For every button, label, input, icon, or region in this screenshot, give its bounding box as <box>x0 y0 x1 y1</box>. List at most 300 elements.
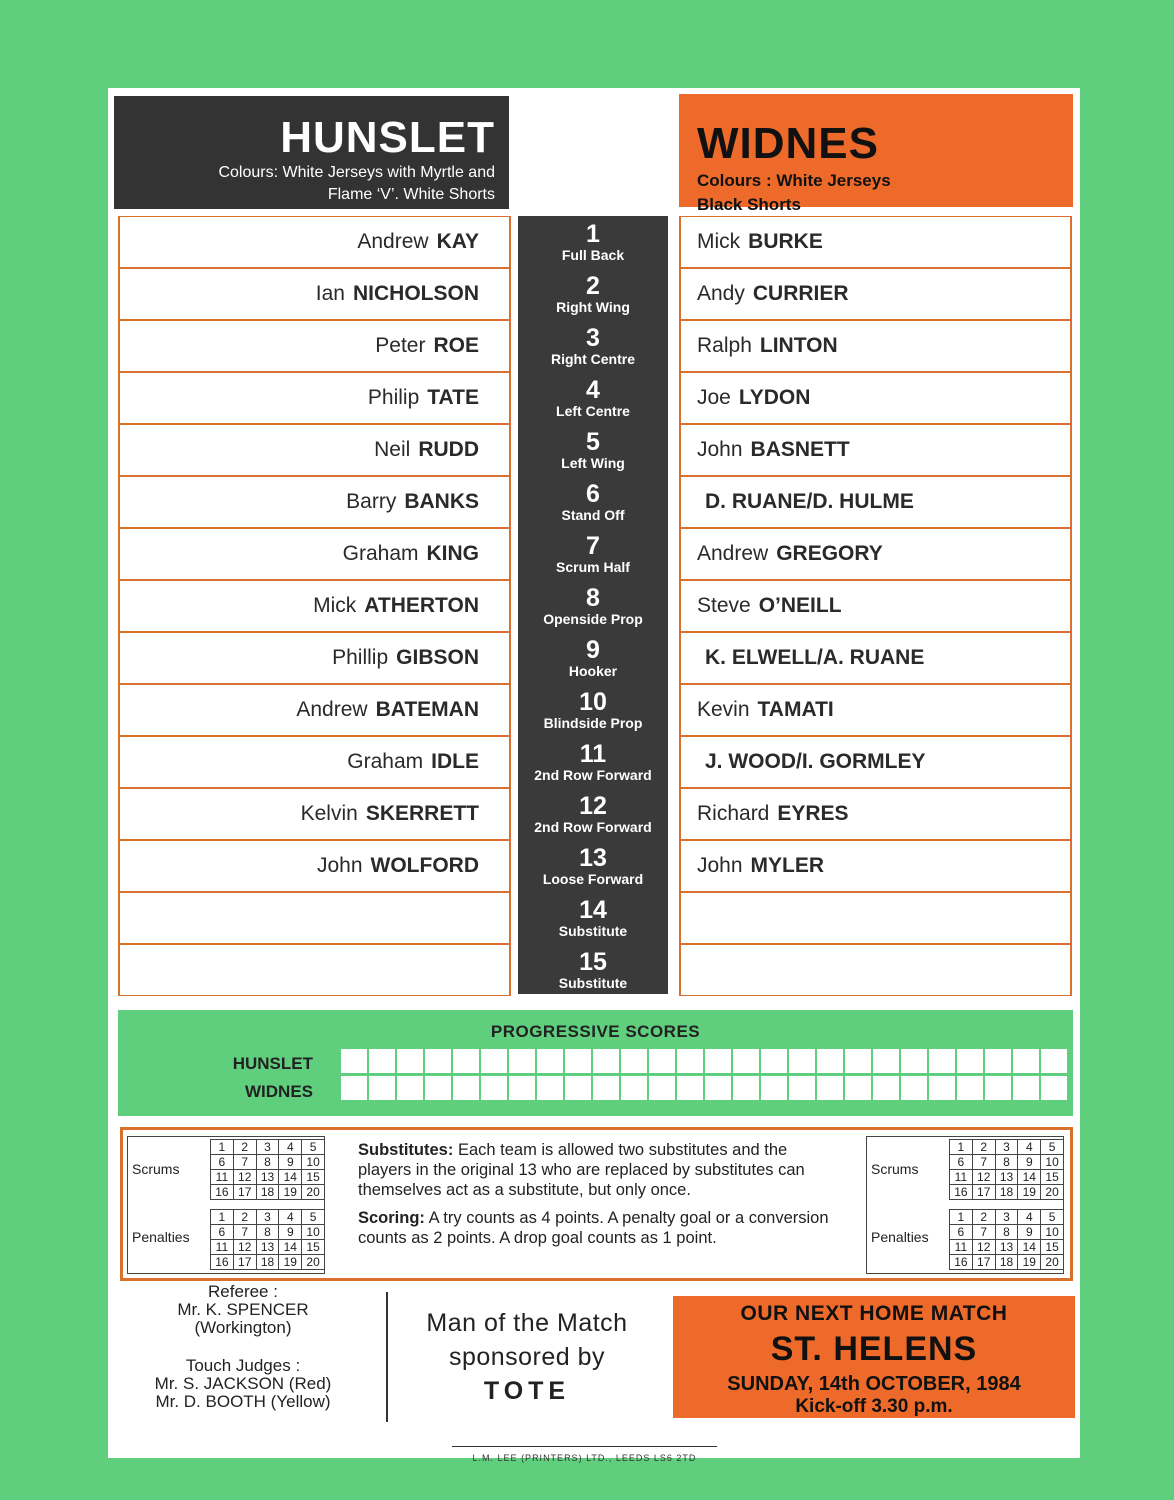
tally-cell: 6 <box>950 1155 973 1170</box>
tally-cell: 1 <box>950 1140 973 1155</box>
tally-cell: 7 <box>972 1225 995 1240</box>
tally-cell: 3 <box>995 1210 1018 1225</box>
player-first-name: Steve <box>697 594 751 617</box>
progressive-away-label: WIDNES <box>245 1082 313 1101</box>
score-cell <box>984 1075 1012 1101</box>
position-label: Right Wing <box>556 299 630 315</box>
player-first-name: Phillip <box>332 646 389 669</box>
player-last-name: NICHOLSON <box>353 282 479 305</box>
home-player-row <box>118 580 511 632</box>
tally-cell: 15 <box>302 1170 325 1185</box>
referee-label: Referee : <box>208 1282 278 1301</box>
home-player-row <box>118 892 511 944</box>
home-colours-2: Flame ‘V’. White Shorts <box>327 186 495 203</box>
player-last-name: BURKE <box>748 230 823 253</box>
player-last-name: BASNETT <box>750 438 850 461</box>
tally-cell: 14 <box>279 1170 302 1185</box>
score-cell <box>480 1048 508 1074</box>
position-number: 8 <box>586 584 600 612</box>
next-match-kickoff: Kick-off 3.30 p.m. <box>795 1396 953 1417</box>
tally-cell: 14 <box>1018 1240 1041 1255</box>
player-first-name: Barry <box>346 490 397 513</box>
score-cell <box>1012 1048 1040 1074</box>
tally-cell: 7 <box>233 1225 256 1240</box>
home-tally-box <box>127 1136 325 1274</box>
progressive-scores <box>118 1010 1073 1116</box>
tally-cell: 19 <box>1018 1255 1041 1270</box>
away-player-row <box>679 528 1072 580</box>
player-last-name: GIBSON <box>396 646 479 669</box>
tally-cell: 16 <box>211 1255 234 1270</box>
man-of-the-match <box>392 1306 662 1408</box>
score-cell <box>424 1048 452 1074</box>
position-label: Loose Forward <box>542 871 644 887</box>
score-cell <box>788 1075 816 1101</box>
player-first-name: Kevin <box>697 698 750 721</box>
player-last-name: CURRIER <box>752 282 849 305</box>
score-cell <box>872 1048 900 1074</box>
tally-cell: 12 <box>972 1170 995 1185</box>
tally-cell: 13 <box>995 1240 1018 1255</box>
tally-cell: 12 <box>233 1170 256 1185</box>
home-player-row <box>118 216 511 268</box>
tally-cell: 19 <box>279 1255 302 1270</box>
position-number: 6 <box>586 480 600 508</box>
player-first-name: Andrew <box>296 698 368 721</box>
player-last-name: GREGORY <box>776 542 883 565</box>
tally-cell: 17 <box>972 1255 995 1270</box>
player-first-name: Philip <box>367 386 420 409</box>
scrums-label: Scrums <box>132 1161 180 1177</box>
tally-cell: 20 <box>302 1185 325 1200</box>
progressive-away-grid <box>340 1075 1068 1101</box>
position-label: Substitute <box>558 923 628 939</box>
position-10 <box>518 684 668 736</box>
score-cell <box>704 1048 732 1074</box>
position-label: 2nd Row Forward <box>534 819 652 835</box>
away-tally-box <box>866 1136 1064 1274</box>
tally-cell: 15 <box>302 1240 325 1255</box>
score-cell <box>928 1075 956 1101</box>
score-cell <box>676 1075 704 1101</box>
position-label: Left Centre <box>556 403 630 419</box>
score-cell <box>592 1075 620 1101</box>
tally-cell: 18 <box>256 1255 279 1270</box>
subs-heading: Substitutes: <box>358 1141 454 1159</box>
away-team-name: WIDNES <box>697 119 879 168</box>
score-cell <box>508 1075 536 1101</box>
score-cell <box>956 1048 984 1074</box>
position-12 <box>518 788 668 840</box>
score-cell <box>396 1075 424 1101</box>
motm-line2: sponsored by <box>448 1343 606 1371</box>
tally-cell: 11 <box>950 1240 973 1255</box>
tally-cell: 4 <box>1018 1140 1041 1155</box>
tally-cell: 9 <box>1018 1225 1041 1240</box>
tally-cell: 10 <box>302 1155 325 1170</box>
player-last-name: ROE <box>433 334 479 357</box>
position-9 <box>518 632 668 684</box>
home-player-row <box>118 424 511 476</box>
position-7 <box>518 528 668 580</box>
position-number: 2 <box>586 272 600 300</box>
tally-cell: 5 <box>302 1140 325 1155</box>
away-colours-1: Colours : White Jerseys <box>697 171 891 190</box>
position-number: 10 <box>579 688 607 716</box>
away-player-row <box>679 372 1072 424</box>
home-player-row <box>118 684 511 736</box>
position-2 <box>518 268 668 320</box>
home-player-row <box>118 840 511 892</box>
position-number: 14 <box>579 896 607 924</box>
tally-cell: 3 <box>256 1140 279 1155</box>
tally-cell: 17 <box>972 1185 995 1200</box>
player-last-name: TAMATI <box>757 698 834 721</box>
tally-cell: 17 <box>233 1185 256 1200</box>
home-colours-1: Colours: White Jerseys with Myrtle and <box>218 164 495 181</box>
score-cell <box>592 1048 620 1074</box>
tally-cell: 11 <box>211 1240 234 1255</box>
touch-judges-label: Touch Judges : <box>185 1356 301 1375</box>
position-13 <box>518 840 668 892</box>
tally-cell: 4 <box>1018 1210 1041 1225</box>
rules-panel <box>120 1127 1073 1281</box>
tally-cell: 1 <box>950 1210 973 1225</box>
scrums-label: Scrums <box>871 1161 919 1177</box>
positions-column <box>518 216 668 994</box>
tally-cell: 6 <box>211 1155 234 1170</box>
progressive-title: PROGRESSIVE SCORES <box>490 1022 701 1041</box>
position-3 <box>518 320 668 372</box>
position-label: Full Back <box>561 247 625 263</box>
position-label: Blindside Prop <box>543 715 643 731</box>
player-first-name: Andrew <box>697 542 769 565</box>
position-number: 9 <box>586 636 600 664</box>
tally-cell: 2 <box>972 1210 995 1225</box>
tally-cell: 12 <box>233 1240 256 1255</box>
tally-cell: 5 <box>1041 1140 1064 1155</box>
scrums-tally <box>949 1139 1064 1200</box>
player-first-name: Peter <box>375 334 426 357</box>
score-cell <box>620 1048 648 1074</box>
score-cell <box>536 1048 564 1074</box>
player-first-name: Graham <box>347 750 424 773</box>
away-player-row <box>679 788 1072 840</box>
tally-cell: 11 <box>950 1170 973 1185</box>
score-cell <box>816 1075 844 1101</box>
next-match-heading: OUR NEXT HOME MATCH <box>740 1302 1008 1325</box>
score-cell <box>760 1048 788 1074</box>
home-roster <box>118 216 511 996</box>
score-cell <box>1012 1075 1040 1101</box>
tally-cell: 9 <box>279 1155 302 1170</box>
home-team-header <box>114 96 509 209</box>
score-cell <box>368 1075 396 1101</box>
home-player-row <box>118 528 511 580</box>
tally-cell: 3 <box>995 1140 1018 1155</box>
away-player-row <box>679 580 1072 632</box>
score-cell <box>984 1048 1012 1074</box>
player-last-name: LYDON <box>738 386 811 409</box>
player-first-name: Graham <box>342 542 419 565</box>
away-player-row <box>679 476 1072 528</box>
scoring-heading: Scoring: <box>358 1209 425 1227</box>
position-number: 11 <box>579 740 607 768</box>
player-first-name: Ian <box>315 282 345 305</box>
score-cell <box>648 1048 676 1074</box>
score-cell <box>452 1075 480 1101</box>
away-player-row <box>679 736 1072 788</box>
player-last-name: KAY <box>436 230 479 253</box>
motm-sponsor: TOTE <box>483 1377 571 1405</box>
away-player-row <box>679 684 1072 736</box>
tally-cell: 16 <box>211 1185 234 1200</box>
tally-cell: 10 <box>302 1225 325 1240</box>
progressive-home-grid <box>340 1048 1068 1074</box>
referee-name: Mr. K. SPENCER <box>177 1300 309 1319</box>
position-number: 15 <box>579 948 607 976</box>
position-11 <box>518 736 668 788</box>
tally-cell: 10 <box>1041 1225 1064 1240</box>
tally-cell: 8 <box>995 1155 1018 1170</box>
away-team-header <box>679 94 1073 214</box>
score-cell <box>732 1048 760 1074</box>
score-cell <box>732 1075 760 1101</box>
score-cell <box>788 1048 816 1074</box>
player-last-name: WOLFORD <box>370 854 479 877</box>
printer-credit: L.M. LEE (PRINTERS) LTD., LEEDS LS6 2TD <box>452 1446 717 1463</box>
score-cell <box>396 1048 424 1074</box>
tally-cell: 20 <box>1041 1255 1064 1270</box>
position-number: 4 <box>586 376 600 404</box>
subs-text: Each team is allowed two substitutes and the players in the original 13 who are replaced by substitutes can themselves act as a substitute, but only once. <box>358 1141 805 1199</box>
score-cell <box>368 1048 396 1074</box>
score-cell <box>452 1048 480 1074</box>
home-player-row <box>118 268 511 320</box>
player-first-name: Neil <box>374 438 411 461</box>
position-15 <box>518 944 668 996</box>
next-home-match <box>673 1296 1075 1418</box>
tally-cell: 10 <box>1041 1155 1064 1170</box>
next-match-opponent: ST. HELENS <box>770 1330 978 1368</box>
position-14 <box>518 892 668 944</box>
penalties-label: Penalties <box>132 1229 190 1245</box>
score-cell <box>508 1048 536 1074</box>
player-first-name: Andy <box>697 282 745 305</box>
tally-cell: 16 <box>950 1255 973 1270</box>
away-player-row <box>679 840 1072 892</box>
tally-cell: 7 <box>972 1155 995 1170</box>
position-4 <box>518 372 668 424</box>
home-player-row <box>118 944 511 996</box>
touch-judge-1: Mr. S. JACKSON (Red) <box>154 1374 332 1393</box>
tally-cell: 14 <box>1018 1170 1041 1185</box>
score-cell <box>424 1075 452 1101</box>
tally-cell: 8 <box>995 1225 1018 1240</box>
player-first-name: Kelvin <box>300 802 358 825</box>
player-first-name: Richard <box>697 802 770 825</box>
tally-cell: 5 <box>302 1210 325 1225</box>
player-first-name: Mick <box>697 230 741 253</box>
next-match-date: SUNDAY, 14th OCTOBER, 1984 <box>727 1373 1021 1395</box>
away-player-row <box>679 268 1072 320</box>
score-cell <box>872 1075 900 1101</box>
tally-cell: 18 <box>995 1185 1018 1200</box>
player-last-name: IDLE <box>431 750 479 773</box>
score-cell <box>760 1075 788 1101</box>
player-first-name: Ralph <box>697 334 752 357</box>
penalties-label: Penalties <box>871 1229 929 1245</box>
home-player-row <box>118 320 511 372</box>
tally-cell: 3 <box>256 1210 279 1225</box>
player-last-name: EYRES <box>777 802 849 825</box>
score-cell <box>648 1075 676 1101</box>
score-cell <box>536 1075 564 1101</box>
tally-cell: 14 <box>279 1240 302 1255</box>
tally-cell: 20 <box>1041 1185 1064 1200</box>
position-number: 5 <box>586 428 600 456</box>
tally-cell: 17 <box>233 1255 256 1270</box>
rules-text <box>358 1140 838 1256</box>
player-first-name: John <box>697 854 743 877</box>
tally-cell: 2 <box>233 1210 256 1225</box>
score-cell <box>620 1075 648 1101</box>
away-player-row <box>679 320 1072 372</box>
player-last-name: K. ELWELL/A. RUANE <box>705 646 925 669</box>
player-first-name: John <box>697 438 743 461</box>
player-first-name: Mick <box>313 594 357 617</box>
position-label: Right Centre <box>551 351 635 367</box>
tally-cell: 15 <box>1041 1240 1064 1255</box>
score-cell <box>844 1048 872 1074</box>
home-player-row <box>118 372 511 424</box>
match-officials <box>118 1283 368 1411</box>
home-team-name: HUNSLET <box>280 113 495 162</box>
score-cell <box>928 1048 956 1074</box>
away-player-row <box>679 216 1072 268</box>
tally-cell: 8 <box>256 1225 279 1240</box>
away-player-row <box>679 944 1072 996</box>
score-cell <box>1040 1048 1068 1074</box>
tally-cell: 9 <box>1018 1155 1041 1170</box>
tally-cell: 7 <box>233 1155 256 1170</box>
player-last-name: BANKS <box>404 490 479 513</box>
position-label: Hooker <box>568 663 618 679</box>
score-cell <box>844 1075 872 1101</box>
position-label: Stand Off <box>561 507 625 523</box>
player-last-name: D. RUANE/D. HULME <box>705 490 914 513</box>
scrums-tally <box>210 1139 325 1200</box>
position-number: 1 <box>586 220 600 248</box>
tally-cell: 18 <box>256 1185 279 1200</box>
position-number: 3 <box>586 324 600 352</box>
player-last-name: RUDD <box>418 438 479 461</box>
away-player-row <box>679 632 1072 684</box>
tally-cell: 1 <box>211 1210 234 1225</box>
penalties-tally <box>949 1209 1064 1270</box>
tally-cell: 13 <box>256 1240 279 1255</box>
progressive-home-label: HUNSLET <box>232 1054 313 1073</box>
position-number: 12 <box>579 792 607 820</box>
referee-town: (Workington) <box>194 1318 292 1337</box>
score-cell <box>1040 1075 1068 1101</box>
position-1 <box>518 216 668 268</box>
position-label: Scrum Half <box>556 559 630 575</box>
position-number: 13 <box>579 844 607 872</box>
tally-cell: 13 <box>995 1170 1018 1185</box>
player-last-name: BATEMAN <box>375 698 479 721</box>
away-player-row <box>679 892 1072 944</box>
player-last-name: MYLER <box>750 854 825 877</box>
player-last-name: SKERRETT <box>365 802 479 825</box>
tally-cell: 20 <box>302 1255 325 1270</box>
tally-cell: 6 <box>950 1225 973 1240</box>
divider <box>386 1292 388 1422</box>
home-player-row <box>118 736 511 788</box>
away-player-row <box>679 424 1072 476</box>
score-cell <box>704 1075 732 1101</box>
position-label: 2nd Row Forward <box>534 767 652 783</box>
tally-cell: 2 <box>972 1140 995 1155</box>
score-cell <box>956 1075 984 1101</box>
penalties-tally <box>210 1209 325 1270</box>
tally-cell: 8 <box>256 1155 279 1170</box>
home-player-row <box>118 476 511 528</box>
position-label: Openside Prop <box>543 611 643 627</box>
position-6 <box>518 476 668 528</box>
tally-cell: 13 <box>256 1170 279 1185</box>
player-last-name: ATHERTON <box>364 594 479 617</box>
score-cell <box>816 1048 844 1074</box>
home-player-row <box>118 632 511 684</box>
position-number: 7 <box>586 532 600 560</box>
player-last-name: KING <box>426 542 479 565</box>
touch-judge-2: Mr. D. BOOTH (Yellow) <box>155 1392 331 1411</box>
tally-cell: 4 <box>279 1210 302 1225</box>
player-last-name: TATE <box>427 386 479 409</box>
score-cell <box>564 1048 592 1074</box>
tally-cell: 1 <box>211 1140 234 1155</box>
tally-cell: 6 <box>211 1225 234 1240</box>
tally-cell: 18 <box>995 1255 1018 1270</box>
score-cell <box>480 1075 508 1101</box>
position-label: Left Wing <box>561 455 625 471</box>
score-cell <box>900 1075 928 1101</box>
score-cell <box>340 1048 368 1074</box>
tally-cell: 16 <box>950 1185 973 1200</box>
score-cell <box>340 1075 368 1101</box>
player-first-name: Andrew <box>357 230 429 253</box>
away-roster <box>679 216 1072 996</box>
position-5 <box>518 424 668 476</box>
player-first-name: Joe <box>697 386 731 409</box>
tally-cell: 4 <box>279 1140 302 1155</box>
tally-cell: 2 <box>233 1140 256 1155</box>
score-cell <box>676 1048 704 1074</box>
tally-cell: 5 <box>1041 1210 1064 1225</box>
tally-cell: 19 <box>1018 1185 1041 1200</box>
scoring-text: A try counts as 4 points. A penalty goal or a conversion counts as 2 points. A drop goal counts as 1 point. <box>358 1209 829 1247</box>
tally-cell: 9 <box>279 1225 302 1240</box>
position-label: Substitute <box>558 975 628 991</box>
tally-cell: 12 <box>972 1240 995 1255</box>
tally-cell: 19 <box>279 1185 302 1200</box>
player-last-name: LINTON <box>759 334 838 357</box>
away-colours-2: Black Shorts <box>697 195 801 214</box>
home-player-row <box>118 788 511 840</box>
position-8 <box>518 580 668 632</box>
player-last-name: J. WOOD/I. GORMLEY <box>705 750 926 773</box>
